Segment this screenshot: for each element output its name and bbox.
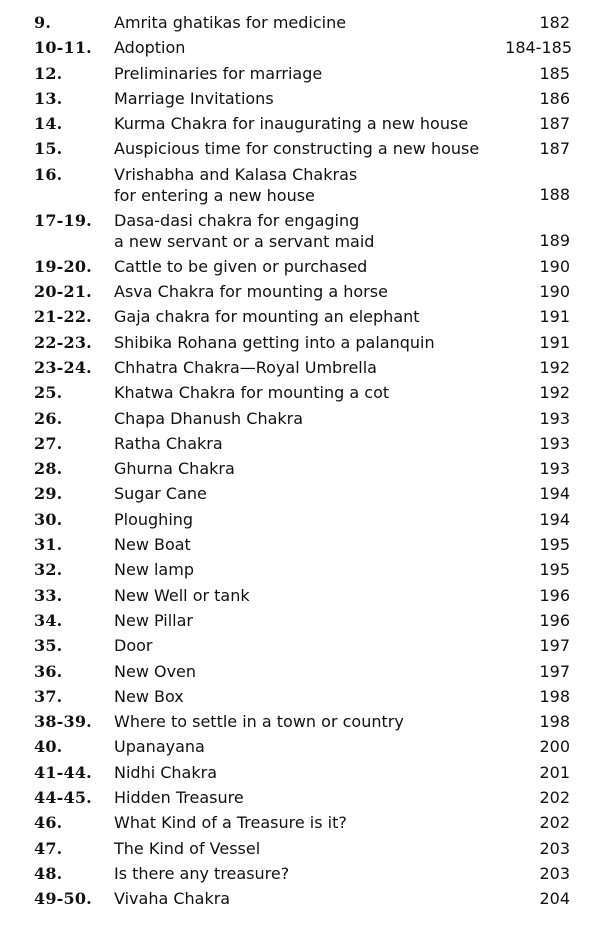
table-of-contents xyxy=(0,10,600,912)
toc-entry xyxy=(0,886,600,911)
entry-number: 27. xyxy=(34,433,63,453)
entry-number: 21-22. xyxy=(34,307,92,327)
entry-page-number: 192 xyxy=(539,357,570,377)
entry-title-line: Dasa-dasi chakra for engaging xyxy=(114,210,360,230)
entry-title-line: Ghurna Chakra xyxy=(114,459,235,479)
entry-title-line: New Well or tank xyxy=(114,585,250,605)
entry-number: 31. xyxy=(34,535,63,555)
toc-entry xyxy=(0,304,600,329)
entry-title xyxy=(114,136,524,159)
entry-title-line: Vrishabha and Kalasa Chakras xyxy=(114,164,358,184)
toc-entry xyxy=(0,836,600,861)
entry-title xyxy=(114,659,524,682)
entry-number: 32. xyxy=(34,560,63,580)
entry-title xyxy=(114,304,524,327)
entry-title-line: New Box xyxy=(114,686,184,706)
entry-page-number: 193 xyxy=(539,433,570,453)
entry-number: 44-45. xyxy=(34,788,92,808)
toc-entry xyxy=(0,254,600,279)
entry-page-number: 202 xyxy=(539,813,570,833)
entry-number: 29. xyxy=(34,484,63,504)
toc-entry xyxy=(0,279,600,304)
entry-number: 34. xyxy=(34,610,63,630)
entry-page-number: 194 xyxy=(539,509,570,529)
entry-title xyxy=(114,886,524,909)
entry-page-number: 204 xyxy=(539,889,570,909)
entry-number: 35. xyxy=(34,636,63,656)
entry-number: 9. xyxy=(34,13,52,32)
entry-page-number: 190 xyxy=(539,282,570,302)
entry-title xyxy=(114,406,524,429)
entry-number: 41-44. xyxy=(34,762,92,782)
entry-title-line: Chapa Dhanush Chakra xyxy=(114,408,304,428)
entry-title-line: a new servant or a servant maid xyxy=(114,231,375,251)
entry-number: 25. xyxy=(34,383,63,403)
entry-number: 28. xyxy=(34,459,63,479)
toc-entry xyxy=(0,431,600,456)
entry-number: 48. xyxy=(34,863,63,883)
entry-number: 47. xyxy=(34,838,63,858)
entry-number: 26. xyxy=(34,408,63,428)
entry-title-line: Nidhi Chakra xyxy=(114,762,218,782)
entry-title xyxy=(114,684,524,707)
entry-title-line: Is there any treasure? xyxy=(114,863,290,883)
toc-entry xyxy=(0,86,600,111)
entry-page-number: 200 xyxy=(539,737,570,757)
entry-page-number: 196 xyxy=(539,610,570,630)
entry-number: 37. xyxy=(34,686,63,706)
entry-title-line: Asva Chakra for mounting a horse xyxy=(114,282,388,302)
toc-entry xyxy=(0,330,600,355)
entry-page-number: 196 xyxy=(539,585,570,605)
entry-number: 38-39. xyxy=(34,712,92,732)
entry-page-number: 193 xyxy=(539,459,570,479)
toc-entry xyxy=(0,709,600,734)
entry-page-number: 189 xyxy=(539,230,570,250)
entry-number: 40. xyxy=(34,737,63,757)
entry-title-line: Khatwa Chakra for mounting a cot xyxy=(114,383,390,403)
toc-entry xyxy=(0,507,600,532)
entry-page-number: 201 xyxy=(539,762,570,782)
entry-title-line: Marriage Invitations xyxy=(114,88,274,108)
toc-entry xyxy=(0,61,600,86)
toc-entry xyxy=(0,406,600,431)
toc-entry xyxy=(0,456,600,481)
entry-page-number: 190 xyxy=(539,256,570,276)
toc-entry xyxy=(0,380,600,405)
toc-entry xyxy=(0,810,600,835)
entry-title xyxy=(114,208,524,252)
entry-title-line: Shibika Rohana getting into a palanquin xyxy=(114,332,435,352)
entry-title xyxy=(114,61,524,84)
entry-title-line: Kurma Chakra for inaugurating a new house xyxy=(114,114,469,134)
entry-title xyxy=(114,456,524,479)
entry-title xyxy=(114,35,524,58)
entry-title xyxy=(114,760,524,783)
entry-title-line: Auspicious time for constructing a new house xyxy=(114,139,480,159)
entry-title xyxy=(114,709,524,732)
entry-title-line: Hidden Treasure xyxy=(114,788,244,808)
entry-page-number: 191 xyxy=(539,332,570,352)
entry-page-number: 193 xyxy=(539,408,570,428)
entry-page-number: 185 xyxy=(539,63,570,83)
entry-page-number: 182 xyxy=(539,13,570,32)
entry-number: 10-11. xyxy=(34,38,92,58)
entry-title xyxy=(114,836,524,859)
entry-page-number: 198 xyxy=(539,712,570,732)
entry-page-number: 195 xyxy=(539,560,570,580)
entry-number: 33. xyxy=(34,585,63,605)
entry-title-line: Sugar Cane xyxy=(114,484,207,504)
entry-number: 13. xyxy=(34,88,63,108)
entry-title-line: Gaja chakra for mounting an elephant xyxy=(114,307,420,327)
entry-title-line: Where to settle in a town or country xyxy=(114,712,404,732)
entry-number: 17-19. xyxy=(34,210,92,230)
toc-entry xyxy=(0,162,600,208)
entry-title xyxy=(114,111,524,134)
entry-title xyxy=(114,162,524,206)
entry-number: 49-50. xyxy=(34,889,92,909)
toc-entry xyxy=(0,861,600,886)
entry-page-number: 187 xyxy=(539,114,570,134)
toc-entry xyxy=(0,532,600,557)
entry-title xyxy=(114,583,524,606)
entry-title xyxy=(114,532,524,555)
entry-title-line: Ratha Chakra xyxy=(114,433,223,453)
toc-entry xyxy=(0,10,600,35)
entry-title xyxy=(114,785,524,808)
entry-title xyxy=(114,507,524,530)
entry-number: 15. xyxy=(34,139,63,159)
entry-number: 23-24. xyxy=(34,357,92,377)
entry-number: 22-23. xyxy=(34,332,92,352)
entry-title xyxy=(114,431,524,454)
toc-entry xyxy=(0,608,600,633)
entry-title-line: New Oven xyxy=(114,661,197,681)
entry-page-number: 186 xyxy=(539,88,570,108)
entry-title-line: Preliminaries for marriage xyxy=(114,63,323,83)
entry-page-number: 197 xyxy=(539,636,570,656)
entry-page-number: 203 xyxy=(539,863,570,883)
entry-number: 12. xyxy=(34,63,63,83)
entry-title-line: What Kind of a Treasure is it? xyxy=(114,813,347,833)
entry-number: 46. xyxy=(34,813,63,833)
entry-number: 36. xyxy=(34,661,63,681)
entry-number: 20-21. xyxy=(34,282,92,302)
entry-number: 30. xyxy=(34,509,63,529)
entry-title-line: Cattle to be given or purchased xyxy=(114,256,368,276)
entry-title xyxy=(114,355,524,378)
toc-entry xyxy=(0,785,600,810)
entry-title xyxy=(114,810,524,833)
entry-page-number: 197 xyxy=(539,661,570,681)
entry-title-line: Chhatra Chakra—Royal Umbrella xyxy=(114,357,377,377)
toc-entry xyxy=(0,35,600,60)
entry-page-number: 194 xyxy=(539,484,570,504)
entry-title xyxy=(114,86,524,109)
entry-title-line: New lamp xyxy=(114,560,194,580)
toc-entry xyxy=(0,684,600,709)
entry-title xyxy=(114,10,524,33)
toc-entry xyxy=(0,355,600,380)
entry-title-line: Amrita ghatikas for medicine xyxy=(114,13,347,32)
entry-number: 19-20. xyxy=(34,256,92,276)
entry-title xyxy=(114,254,524,277)
entry-title-line: Door xyxy=(114,636,153,656)
toc-entry xyxy=(0,734,600,759)
entry-title xyxy=(114,557,524,580)
entry-title-line: for entering a new house xyxy=(114,185,315,205)
entry-title-line: Ploughing xyxy=(114,509,194,529)
entry-page-number: 202 xyxy=(539,788,570,808)
toc-entry xyxy=(0,136,600,161)
toc-entry xyxy=(0,481,600,506)
entry-page-number: 195 xyxy=(539,535,570,555)
toc-entry xyxy=(0,557,600,582)
toc-entry xyxy=(0,760,600,785)
entry-page-number: 191 xyxy=(539,307,570,327)
toc-entry xyxy=(0,208,600,254)
entry-title xyxy=(114,380,524,403)
entry-number: 16. xyxy=(34,164,63,184)
entry-page-number: 187 xyxy=(539,139,570,159)
entry-title xyxy=(114,279,524,302)
entry-title xyxy=(114,481,524,504)
entry-page-number: 192 xyxy=(539,383,570,403)
entry-title-line: New Boat xyxy=(114,535,191,555)
entry-number: 14. xyxy=(34,114,63,134)
entry-title-line: New Pillar xyxy=(114,610,193,630)
toc-entry xyxy=(0,659,600,684)
toc-entry xyxy=(0,583,600,608)
entry-title-line: Vivaha Chakra xyxy=(114,889,231,909)
entry-page-number: 188 xyxy=(539,184,570,204)
entry-title xyxy=(114,734,524,757)
entry-title xyxy=(114,861,524,884)
entry-title-line: The Kind of Vessel xyxy=(114,838,261,858)
entry-title xyxy=(114,633,524,656)
entry-title-line: Adoption xyxy=(114,38,186,58)
entry-title xyxy=(114,608,524,631)
entry-page-number: 184-185 xyxy=(505,38,572,58)
entry-page-number: 198 xyxy=(539,686,570,706)
toc-entry xyxy=(0,111,600,136)
entry-title xyxy=(114,330,524,353)
toc-entry xyxy=(0,633,600,658)
entry-title-line: Upanayana xyxy=(114,737,205,757)
entry-page-number: 203 xyxy=(539,838,570,858)
